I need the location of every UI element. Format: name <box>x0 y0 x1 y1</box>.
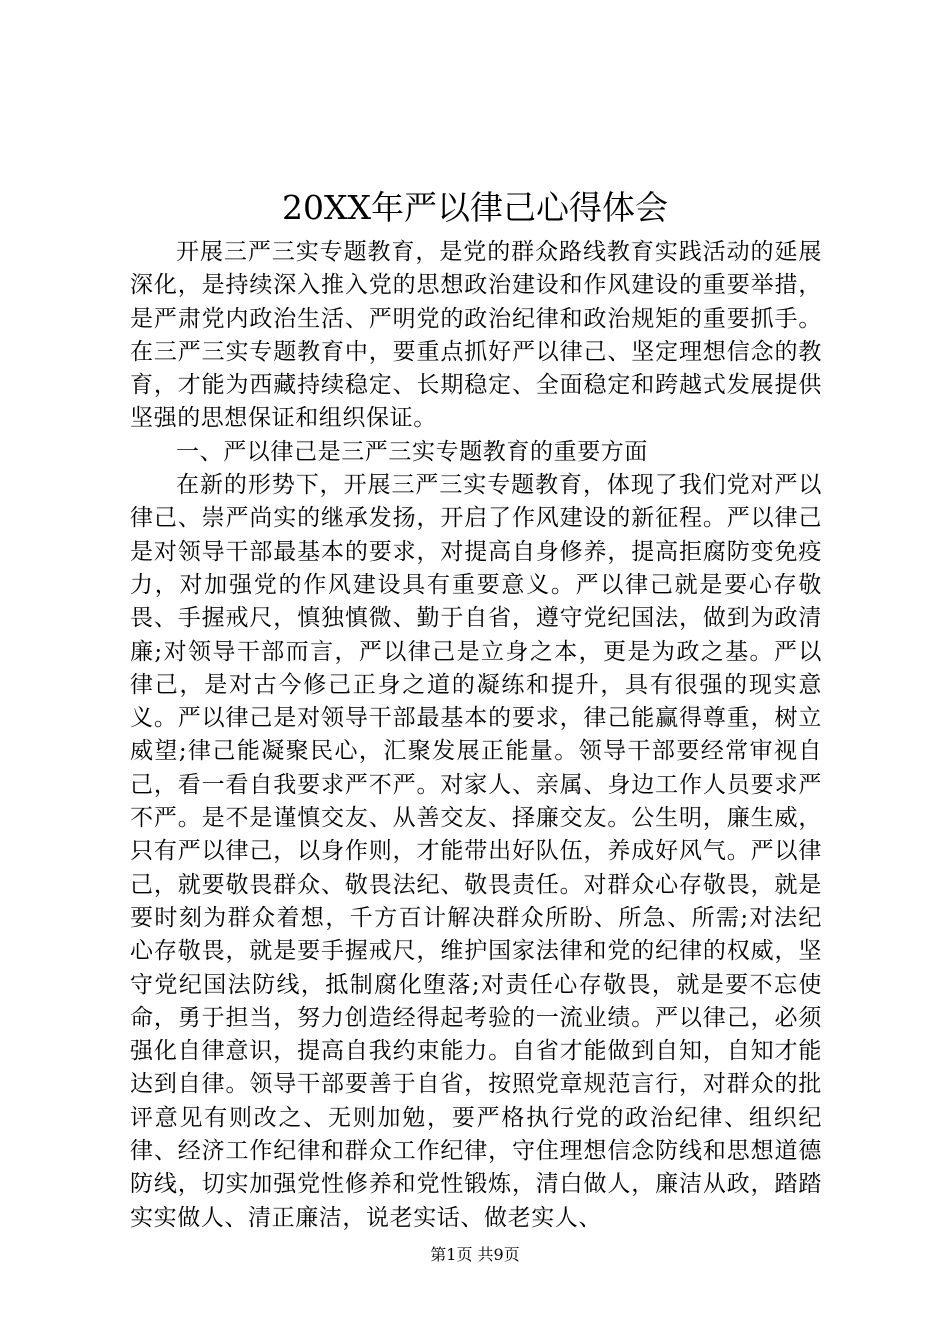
paragraph-section-one: 在新的形势下，开展三严三实专题教育，体现了我们党对严以律己、崇严尚实的继承发扬，开启了作风建设的新征程。严以律己是对领导干部最基本的要求，对提高自身修养，提高拒腐防变免疫力，对加强党的作风建设具有重要意义。严以律己就是要心存敬畏、手握戒尺，慎独慎微、勤于自省，遵守党纪国法，做到为政清廉;对领导干部而言，严以律己是立身之本，更是为政之基。严以律己，是对古今修己正身之道的凝练和提升，具有很强的现实意义。严以律己是对领导干部最基本的要求，律己能赢得尊重，树立威望;律己能凝聚民心，汇聚发展正能量。领导干部要经常审视自己，看一看自我要求严不严。对家人、亲属、身边工作人员要求严不严。是不是谨慎交友、从善交友、择廉交友。公生明，廉生威，只有严以律己，以身作则，才能带出好队伍，养成好风气。严以律己，就要敬畏群众、敬畏法纪、敬畏责任。对群众心存敬畏，就是要时刻为群众着想，千方百计解决群众所盼、所急、所需;对法纪心存敬畏，就是要手握戒尺，维护国家法律和党的纪律的权威，坚守党纪国法防线，抵制腐化堕落;对责任心存敬畏，就是要不忘使命，勇于担当，努力创造经得起考验的一流业绩。严以律己，必须强化自律意识，提高自我约束能力。自省才能做到自知，自知才能达到自律。领导干部要善于自省，按照党章规范言行，对群众的批评意见有则改之、无则加勉，要严格执行党的政治纪律、组织纪律、经济工作纪律和群众工作纪律，守住理想信念防线和思想道德防线，切实加强党性修养和党性锻炼，清白做人，廉洁从政，踏踏实实做人、清正廉洁，说老实话、做老实人、 <box>130 472 822 1231</box>
document-body <box>130 236 822 1235</box>
section-heading: 一、严以律己是三严三实专题教育的重要方面 <box>176 438 648 465</box>
page-title: 20XX年严以律己心得体会 <box>282 188 668 227</box>
page-footer: 第1页 共9页 <box>430 1245 520 1264</box>
paragraph-intro: 开展三严三实专题教育，是党的群众路线教育实践活动的延展深化，是持续深入推入党的思想政治建设和作风建设的重要举措，是严肃党内政治生活、严明党的政治纪律和政治规矩的重要抓手。在三严三实专题教育中，要重点抓好严以律己、坚定理想信念的教育，才能为西藏持续稳定、长期稳定、全面稳定和跨越式发展提供坚强的思想保证和组织保证。 <box>130 239 822 432</box>
